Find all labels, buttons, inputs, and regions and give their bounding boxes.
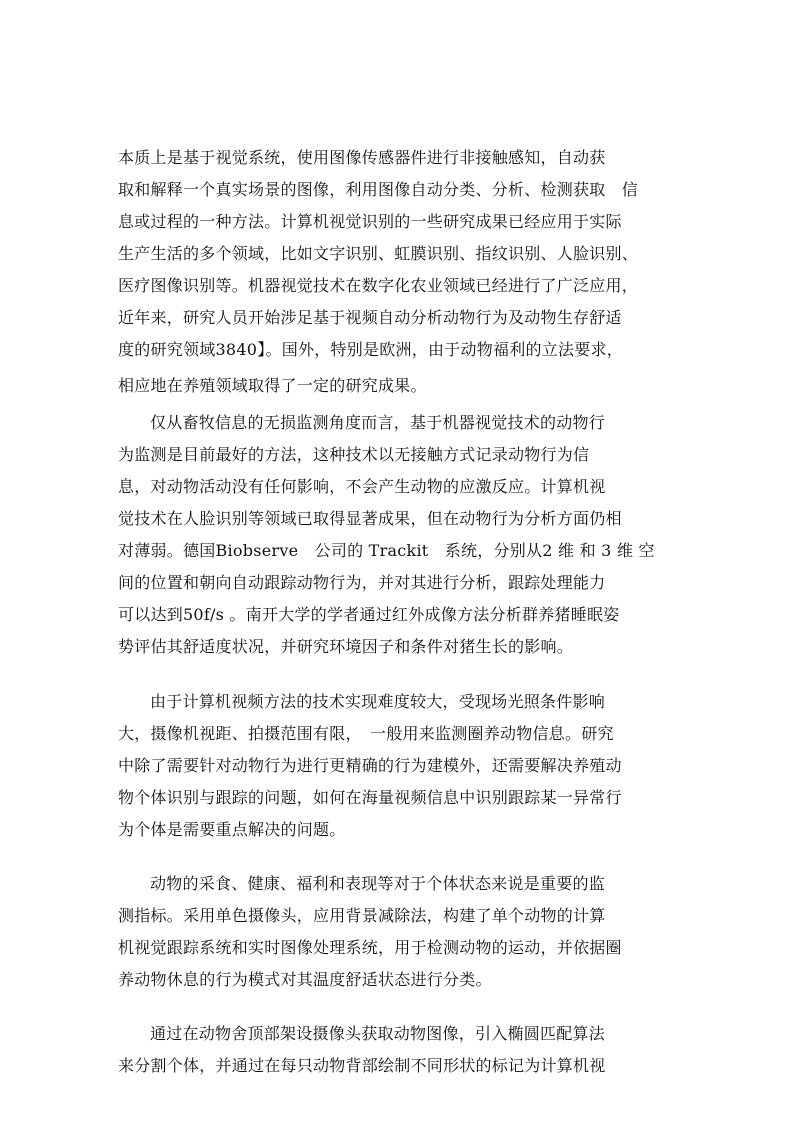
text-line: 可以达到50f/s 。南开大学的学者通过红外成像方法分析群养猪睡眠姿	[118, 605, 620, 624]
text-line: 中除了需要针对动物行为进行更精确的行为建模外，还需要解决养殖动	[118, 756, 622, 775]
text-line: 仅从畜牧信息的无损监测角度而言，基于机器视觉技术的动物行	[150, 413, 606, 432]
text-line: 通过在动物舍顶部架设摄像头获取动物图像，引入椭圆匹配算法	[150, 1024, 606, 1043]
text-line: 机视觉跟踪系统和实时图像处理系统，用于检测动物的运动，并依据圈	[118, 938, 622, 957]
text-line: 息或过程的一种方法。计算机视觉识别的一些研究成果已经应用于实际	[118, 212, 622, 231]
text-line: 间的位置和朝向自动跟踪动物行为，并对其进行分析，跟踪处理能力	[118, 573, 606, 592]
text-line: 为监测是目前最好的方法，这种技术以无接触方式记录动物行为信	[118, 445, 590, 464]
text-line: 觉技术在人脸识别等领域已取得显著成果，但在动物行为分析方面仍相	[118, 509, 622, 528]
text-line: 本质上是基于视觉系统，使用图像传感器件进行非接触感知，自动获	[118, 148, 606, 167]
text-line: 势评估其舒适度状况，并研究环境因子和条件对猪生长的影响。	[118, 637, 574, 656]
text-line: 息，对动物活动没有任何影响，不会产生动物的应激反应。计算机视	[118, 477, 606, 496]
text-line: 由于计算机视频方法的技术实现难度较大，受现场光照条件影响	[150, 692, 606, 711]
text-line: 大，摄像机视距、拍摄范围有限， 一般用来监测圈养动物信息。研究	[118, 724, 614, 743]
text-line: 养动物休息的行为模式对其温度舒适状态进行分类。	[118, 970, 492, 989]
text-line: 对薄弱。德国Biobserve 公司的 Trackit 系统，分别从2 维 和 3 维 空	[118, 541, 655, 560]
text-line: 物个体识别与跟踪的问题，如何在海量视频信息中识别跟踪某一异常行	[118, 788, 622, 807]
text-line: 度的研究领域3840】。国外，特别是欧洲，由于动物福利的立法要求，	[118, 340, 623, 359]
text-line: 近年来，研究人员开始涉足基于视频自动分析动物行为及动物生存舒适	[118, 308, 622, 327]
text-line: 相应地在养殖领域取得了一定的研究成果。	[118, 376, 427, 395]
text-line: 测指标。采用单色摄像头，应用背景减除法，构建了单个动物的计算	[118, 906, 606, 925]
text-line: 医疗图像识别等。机器视觉技术在数字化农业领域已经进行了广泛应用，	[118, 276, 639, 295]
text-line: 动物的采食、健康、福利和表现等对于个体状态来说是重要的监	[150, 874, 606, 893]
text-line: 生产生活的多个领域，比如文字识别、虹膜识别、指纹识别、人脸识别、	[118, 244, 639, 263]
text-line: 取和解释一个真实场景的图像，利用图像自动分类、分析、检测获取 信	[118, 180, 639, 199]
text-line: 为个体是需要重点解决的问题。	[118, 820, 346, 839]
text-line: 来分割个体，并通过在每只动物背部绘制不同形状的标记为计算机视	[118, 1056, 606, 1075]
